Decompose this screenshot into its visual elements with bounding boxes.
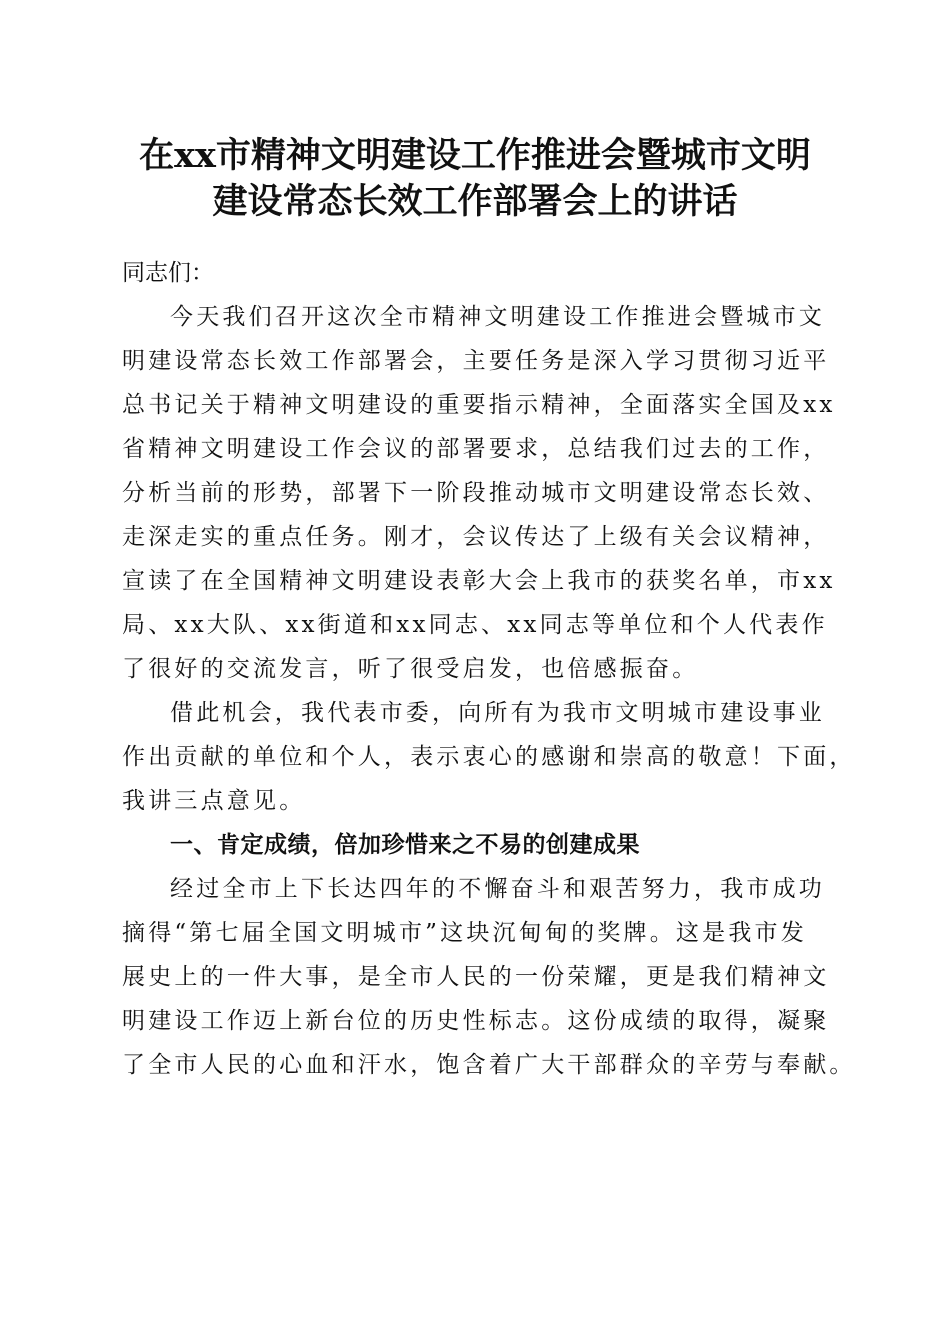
section-heading-1: 一、肯定成绩，倍加珍惜来之不易的创建成果 (170, 832, 640, 858)
paragraph-3 (122, 867, 856, 1087)
paragraph-1 (122, 295, 836, 691)
paragraph-line: 展史上的一件大事，是全市人民的一份荣耀，更是我们精神文 (122, 964, 830, 990)
salutation: 同志们： (122, 260, 214, 286)
paragraph-line: 摘得“第七届全国文明城市”这块沉甸甸的奖牌。这是我市发 (122, 920, 807, 946)
paragraph-line: 经过全市上下长达四年的不懈奋斗和艰苦努力，我市成功 (170, 876, 825, 902)
paragraph-line: 明建设工作迈上新台位的历史性标志。这份成绩的取得，凝聚 (122, 1008, 830, 1034)
paragraph-line: 我讲三点意见。 (122, 788, 306, 814)
title-line-2: 建设常态长效工作部署会上的讲话 (212, 181, 738, 222)
paragraph-line: 省精神文明建设工作会议的部署要求，总结我们过去的工作， (122, 436, 830, 462)
paragraph-line: 分析当前的形势，部署下一阶段推动城市文明建设常态长效、 (122, 480, 830, 506)
paragraph-line: 了很好的交流发言，听了很受启发，也倍感振奋。 (122, 656, 699, 682)
paragraph-line: 总书记关于精神文明建设的重要指示精神，全面落实全国及xx (122, 392, 836, 418)
paragraph-line: 宣读了在全国精神文明建设表彰大会上我市的获奖名单，市xx (122, 568, 836, 594)
paragraph-line: 明建设常态长效工作部署会，主要任务是深入学习贯彻习近平 (122, 348, 830, 374)
paragraph-line: 借此机会，我代表市委，向所有为我市文明城市建设事业 (170, 700, 825, 726)
paragraph-line: 局、xx大队、xx街道和xx同志、xx同志等单位和个人代表作 (122, 612, 828, 638)
paragraph-line: 了全市人民的心血和汗水，饱含着广大干部群众的辛劳与奉献。 (122, 1052, 856, 1078)
paragraph-line: 今天我们召开这次全市精神文明建设工作推进会暨城市文 (170, 304, 825, 330)
document-title (100, 133, 850, 225)
paragraph-2 (122, 691, 856, 823)
paragraph-line: 作出贡献的单位和个人，表示衷心的感谢和崇高的敬意！下面， (122, 744, 856, 770)
document-body (122, 251, 856, 1087)
title-line-1: 在xx市精神文明建设工作推进会暨城市文明 (139, 135, 811, 176)
paragraph-line: 走深走实的重点任务。刚才，会议传达了上级有关会议精神， (122, 524, 830, 550)
